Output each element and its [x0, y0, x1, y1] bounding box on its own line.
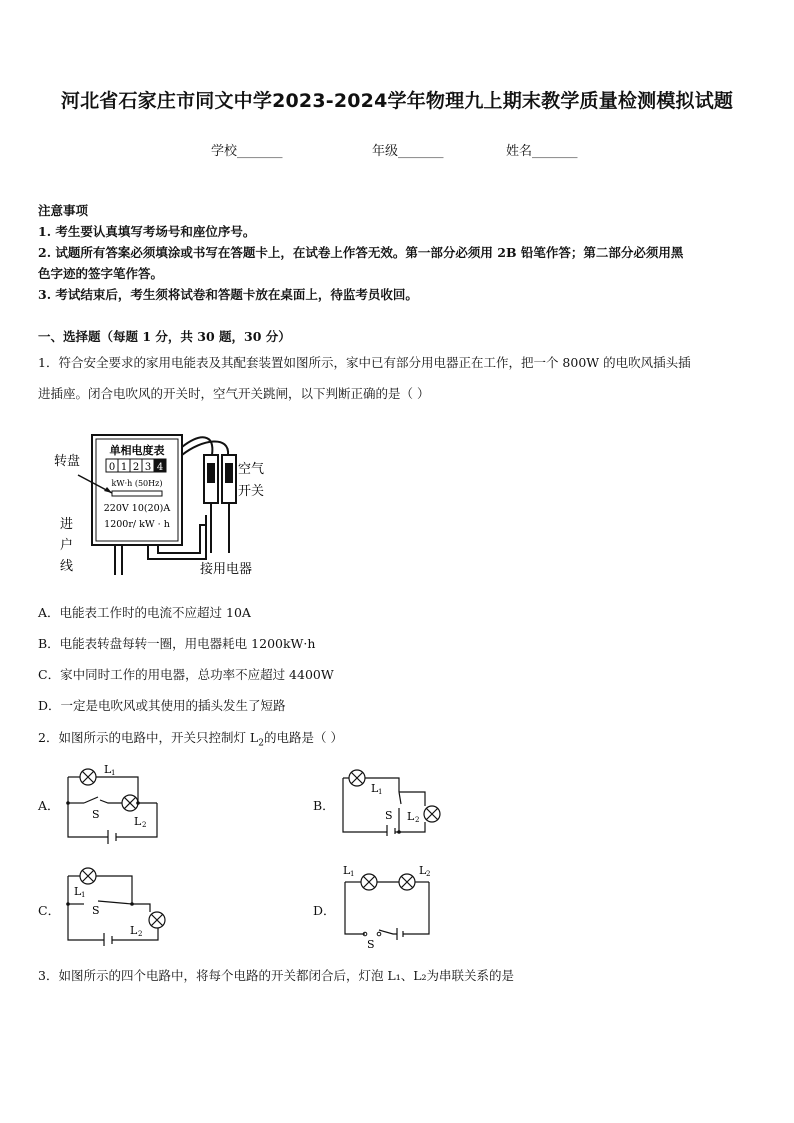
- q1-meter-figure: [40, 425, 280, 585]
- d-l1-sub: 1: [350, 870, 355, 878]
- school-blank: _______: [237, 144, 283, 159]
- label-air-2: 开关: [238, 484, 265, 499]
- meter-turntable: [112, 491, 162, 496]
- page-title: 河北省石家庄市同文中学2023-2024学年物理九上期末教学质量检测模拟试题: [60, 90, 734, 112]
- meter-digit-2: 1: [120, 462, 128, 473]
- q2-letter-a: A．: [38, 798, 60, 813]
- label-air-1: 空气: [238, 462, 265, 477]
- grade-label: 年级: [372, 144, 399, 159]
- label-load: 接用电器: [200, 562, 253, 577]
- meter-digit-5: 4: [156, 462, 164, 473]
- q2-stem-suffix: 的电路是（ ）: [263, 730, 343, 745]
- q2-letter-d: D．: [313, 903, 336, 918]
- b-l1-label: L: [371, 782, 379, 795]
- q1-option-a: A．电能表工作时的电流不应超过 10A: [38, 605, 251, 620]
- d-l1-label: L: [343, 864, 351, 877]
- meter-title: 单相电度表: [109, 444, 165, 457]
- q1-option-d: D．一定是电吹风或其使用的插头发生了短路: [38, 698, 286, 713]
- meter-digits: [106, 459, 166, 473]
- notice-heading: 注意事项: [38, 203, 89, 218]
- q3-stem: 3．如图所示的四个电路中，将每个电路的开关都闭合后，灯泡 L₁、L₂为串联关系的是: [38, 968, 515, 983]
- meter-rev-line: 1200r/ kW · h: [104, 519, 170, 530]
- q2-letter-b: B．: [313, 798, 335, 813]
- c-l1-label: L: [74, 885, 82, 898]
- name-field: [506, 140, 578, 159]
- a-l1-sub: 1: [111, 769, 116, 777]
- q2-circuit-d: [337, 862, 437, 950]
- c-l1-sub: 1: [81, 891, 86, 899]
- school-field: [211, 140, 283, 159]
- q2-circuit-c: [60, 862, 175, 947]
- b-s-label: S: [385, 809, 393, 822]
- q2-stem: [38, 728, 343, 749]
- d-l2-label: L: [419, 864, 427, 877]
- q2-stem-sub: 2: [258, 738, 264, 749]
- label-in-1: 进: [60, 517, 74, 532]
- school-label: 学校: [211, 144, 238, 159]
- q2-letter-c: C．: [38, 903, 61, 918]
- c-s-label: S: [92, 904, 100, 917]
- name-blank: _______: [532, 144, 578, 159]
- label-turntable: 转盘: [54, 454, 81, 469]
- q1-stem-line1: 1．符合安全要求的家用电能表及其配套装置如图所示，家中已有部分用电器正在工作，把一个 800W 的电吹风插头插: [38, 355, 691, 370]
- meter-digit-1: 0: [108, 462, 116, 473]
- q2-stem-prefix: 2．如图所示的电路中，开关只控制灯 L: [38, 730, 259, 745]
- meter-rating-line: 220V 10(20)A: [103, 503, 171, 514]
- a-l1-label: L: [104, 763, 112, 776]
- c-l2-sub: 2: [138, 930, 143, 938]
- d-s-label: S: [367, 938, 375, 950]
- notice-item-3: 3. 考试结束后，考生须将试卷和答题卡放在桌面上，待监考员收回。: [38, 287, 418, 302]
- label-in-3: 线: [60, 559, 74, 574]
- meter-digit-4: 3: [144, 462, 152, 473]
- notice-item-2: 2. 试题所有答案必须填涂或书写在答题卡上，在试卷上作答无效。第一部分必须用 2B 铅笔作答；第二部分必须用黑: [38, 245, 684, 260]
- a-l2-sub: 2: [142, 821, 147, 829]
- q1-option-b: B．电能表转盘每转一圈，用电器耗电 1200kW·h: [38, 636, 316, 651]
- label-in-2: 户: [60, 538, 74, 553]
- q2-circuit-b: [335, 764, 445, 836]
- section-heading: 一、选择题（每题 1 分，共 30 题，30 分）: [38, 329, 291, 344]
- q1-option-c: C．家中同时工作的用电器，总功率不应超过 4400W: [38, 667, 334, 682]
- q1-stem-line2: 进插座。闭合电吹风的开关时，空气开关跳闸，以下判断正确的是（ ）: [38, 386, 430, 401]
- b-l1-sub: 1: [378, 788, 383, 796]
- grade-field: [372, 140, 444, 159]
- a-s-label: S: [92, 808, 100, 821]
- d-l2-sub: 2: [426, 870, 431, 878]
- q2-circuit-a: [60, 760, 170, 845]
- notice-item-2-cont: 色字迹的签字笔作答。: [38, 266, 164, 281]
- notice-item-1: 1. 考生要认真填写考场号和座位序号。: [38, 224, 256, 239]
- a-l2-label: L: [134, 815, 142, 828]
- meter-digit-3: 2: [132, 462, 140, 473]
- c-l2-label: L: [130, 924, 138, 937]
- b-l2-sub: 2: [415, 816, 420, 824]
- name-label: 姓名: [506, 144, 533, 159]
- meter-unit-line: kW·h (50Hz): [111, 479, 163, 488]
- grade-blank: _______: [398, 144, 444, 159]
- b-l2-label: L: [407, 810, 415, 823]
